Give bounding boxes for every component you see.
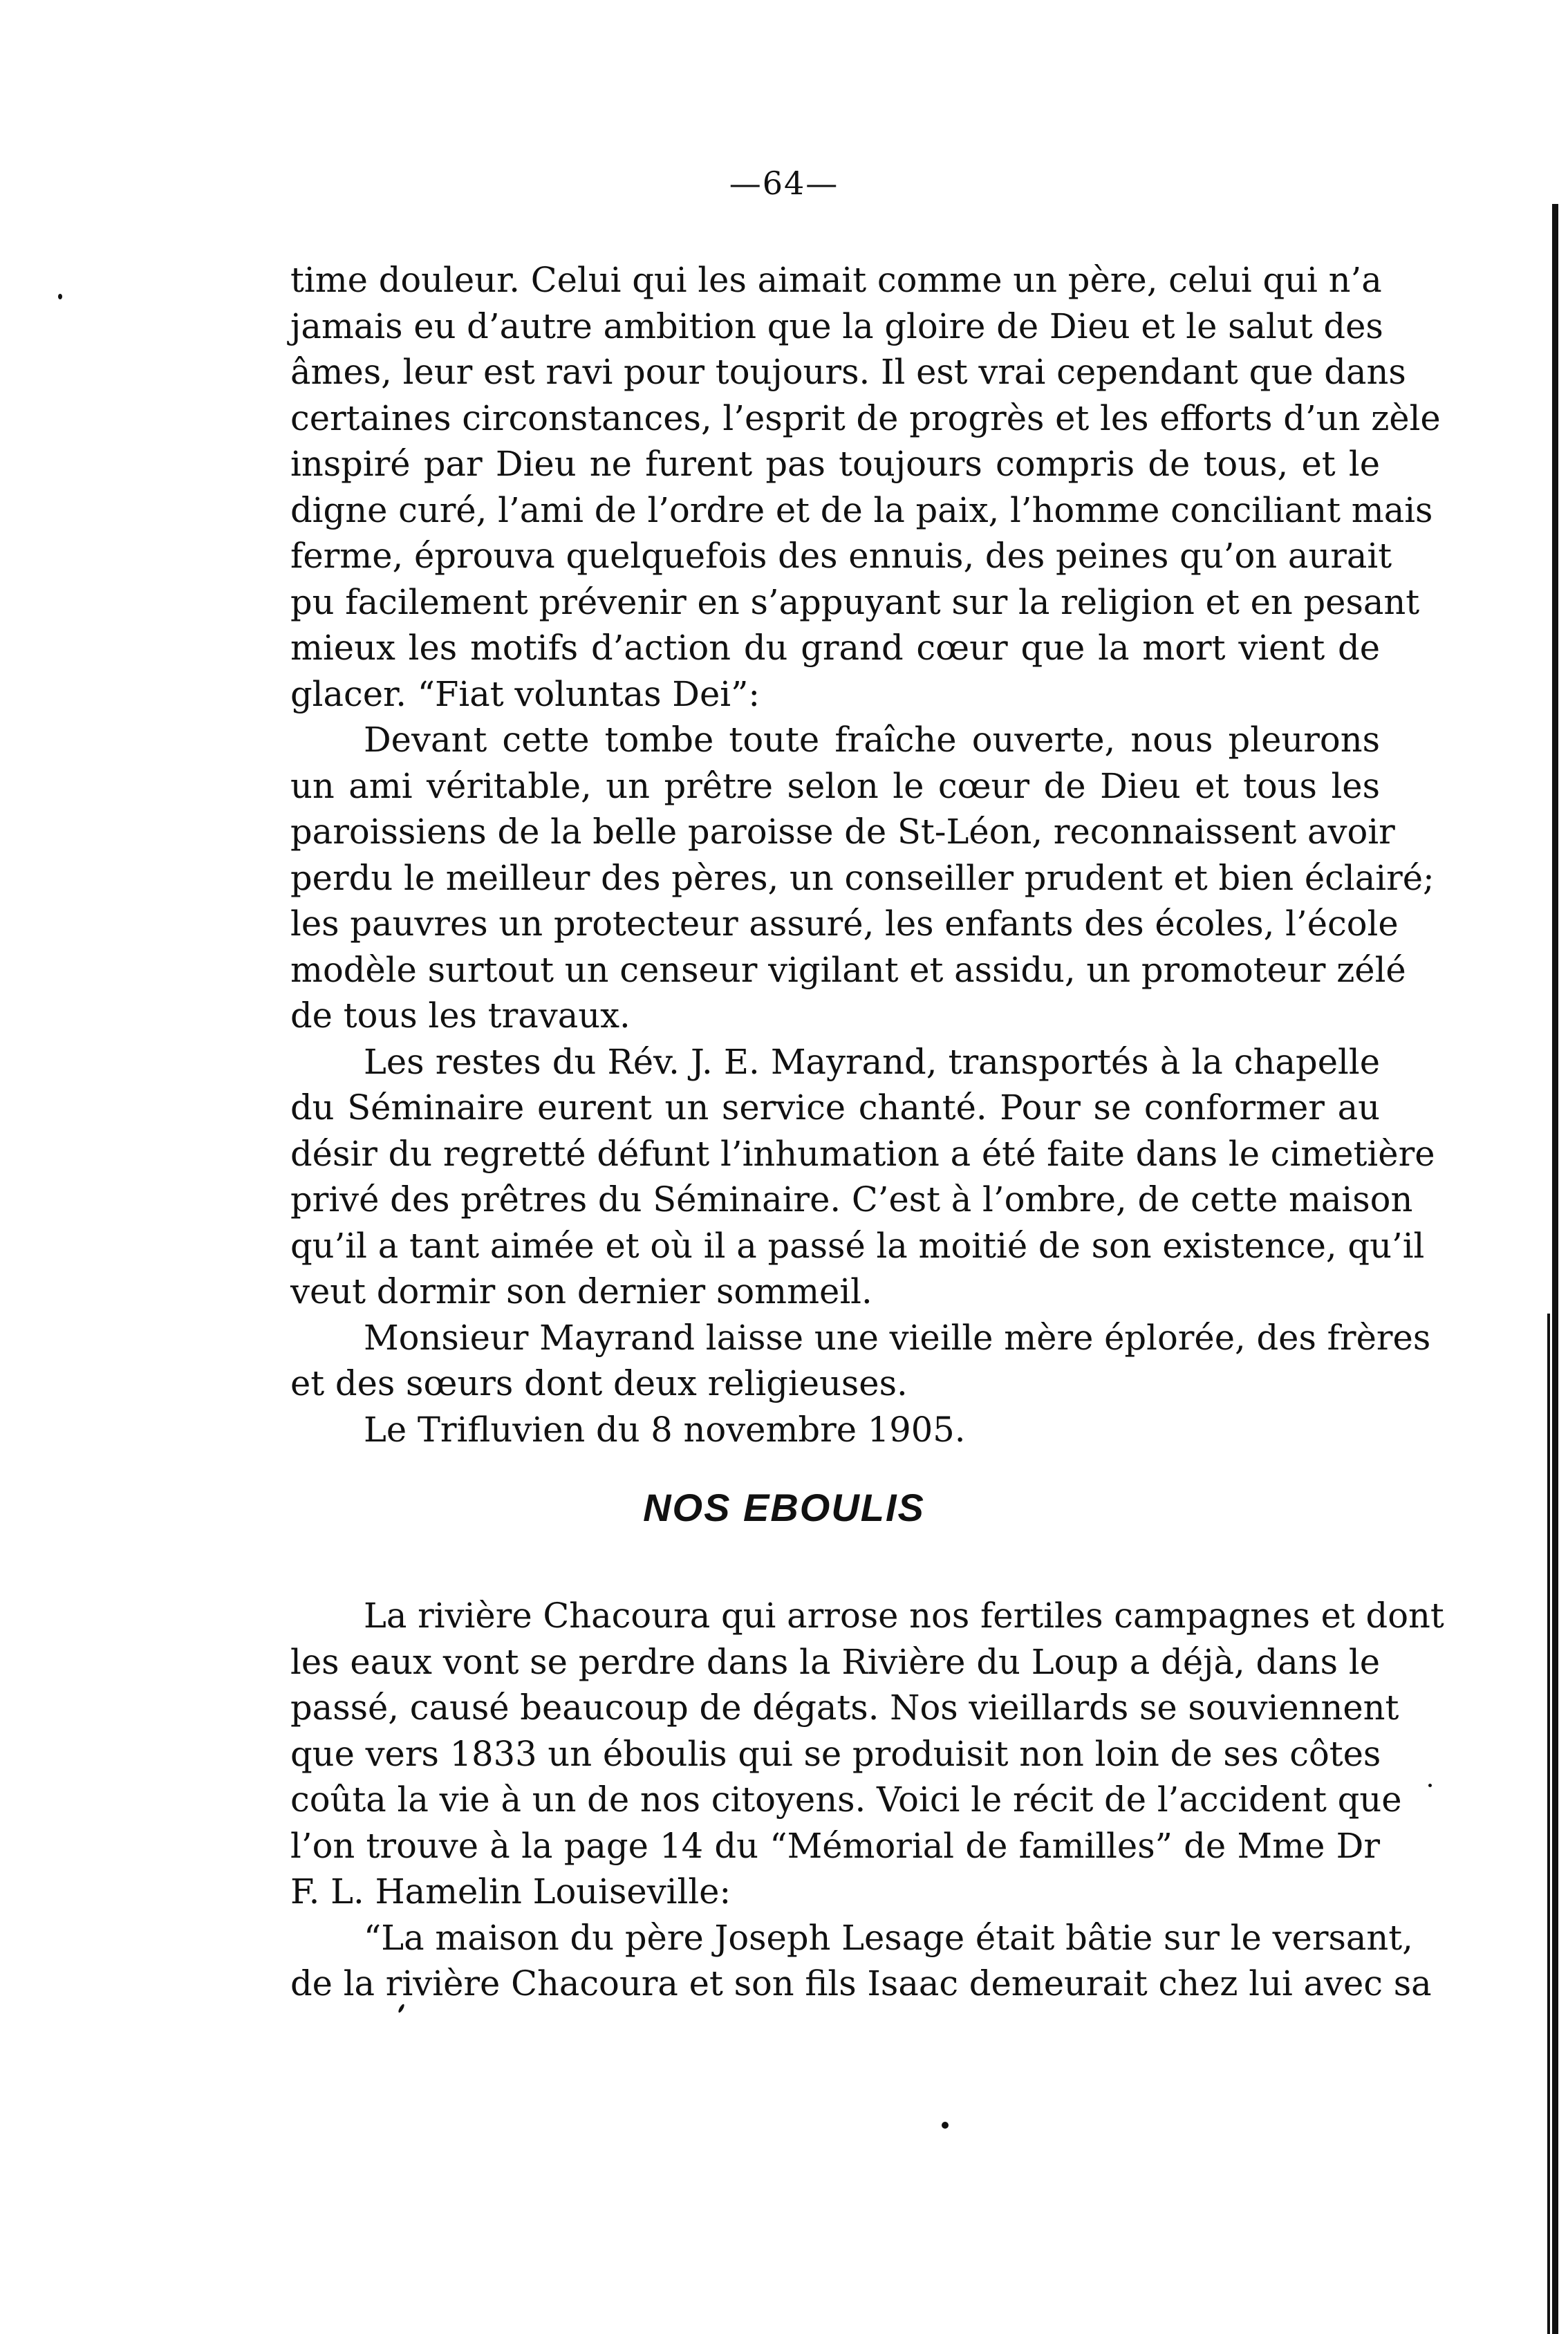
text-line: les pauvres un protecteur assuré, les enfants des écoles, l’école <box>290 904 1399 944</box>
text-line: âmes, leur est ravi pour toujours. Il est vrai cependant que dans <box>290 352 1406 392</box>
text-line: F. L. Hamelin Louiseville: <box>290 1871 731 1912</box>
text-line: qu’il a tant aimée et où il a passé la moitié de son existence, qu’il <box>290 1225 1425 1266</box>
text-line: glacer. “Fiat voluntas Dei”: <box>290 673 760 714</box>
scan-speck <box>1428 1784 1432 1787</box>
text-line: mieux les motifs d’action du grand cœur que la mort vient de <box>290 628 1380 668</box>
source-citation: Le Trifluvien du 8 novembre 1905. <box>364 1409 966 1450</box>
text-line: l’on trouve à la page 14 du “Mémorial de familles” de Mme Dr <box>290 1825 1380 1866</box>
text-line: digne curé, l’ami de l’ordre et de la paix, l’homme conciliant mais <box>290 489 1433 530</box>
text-line: du Séminaire eurent un service chanté. Pour se conformer au <box>290 1087 1380 1128</box>
text-line: paroissiens de la belle paroisse de St-Léon, reconnaissent avoir <box>290 812 1395 852</box>
text-line: privé des prêtres du Séminaire. C’est à l’ombre, de cette maison <box>290 1179 1413 1220</box>
text-line: ferme, éprouva quelquefois des ennuis, des peines qu’on aurait <box>290 536 1392 576</box>
text-line: jamais eu d’autre ambition que la gloire de Dieu et le salut des <box>290 306 1383 346</box>
text-line: passé, causé beaucoup de dégats. Nos vieillards se souviennent <box>290 1688 1399 1728</box>
text-line: perdu le meilleur des pères, un conseiller prudent et bien éclairé; <box>290 857 1435 898</box>
scan-speck <box>58 294 62 299</box>
text-line: les eaux vont se perdre dans la Rivière du Loup a déjà, dans le <box>290 1641 1380 1682</box>
text-line: et des sœurs dont deux religieuses. <box>290 1363 908 1403</box>
text-line: veut dormir son dernier sommeil. <box>290 1271 872 1311</box>
text-line: Monsieur Mayrand laisse une vieille mère éplorée, des frères <box>364 1317 1431 1358</box>
article-text-bottom <box>290 1593 1444 2007</box>
text-line: de la rivière Chacoura et son fils Isaac demeurait chez lui avec sa <box>290 1963 1432 2004</box>
text-line: pu facilement prévenir en s’appuyant sur la religion et en pesant <box>290 581 1420 622</box>
section-heading: NOS EBOULIS <box>643 1486 925 1529</box>
article-text-top <box>290 257 1441 1453</box>
text-line: Devant cette tombe toute fraîche ouverte, nous pleurons <box>364 720 1380 760</box>
text-line: coûta la vie à un de nos citoyens. Voici le récit de l’accident que <box>290 1780 1402 1820</box>
text-line: de tous les travaux. <box>290 996 631 1036</box>
text-line: modèle surtout un censeur vigilant et assidu, un promoteur zélé <box>290 949 1406 990</box>
text-line: certaines circonstances, l’esprit de progrès et les efforts d’un zèle <box>290 398 1441 438</box>
page-number: —64— <box>729 165 839 202</box>
scan-edge-shadow <box>1552 204 1558 2334</box>
text-line: Les restes du Rév. J. E. Mayrand, transportés à la chapelle <box>364 1041 1380 1082</box>
text-line: inspiré par Dieu ne furent pas toujours compris de tous, et le <box>290 444 1380 484</box>
scan-speck <box>942 2122 949 2129</box>
text-line: un ami véritable, un prêtre selon le cœur de Dieu et tous les <box>290 765 1380 806</box>
text-line: La rivière Chacoura qui arrose nos fertiles campagnes et dont <box>364 1596 1444 1636</box>
text-line: “La maison du père Joseph Lesage était bâtie sur le versant, <box>364 1917 1413 1958</box>
text-line: time douleur. Celui qui les aimait comme un père, celui qui n’a <box>290 260 1382 300</box>
scan-edge-line <box>1547 1314 1550 2334</box>
text-line: désir du regretté défunt l’inhumation a été faite dans le cimetière <box>290 1133 1435 1174</box>
text-line: que vers 1833 un éboulis qui se produisit non loin de ses côtes <box>290 1733 1381 1774</box>
